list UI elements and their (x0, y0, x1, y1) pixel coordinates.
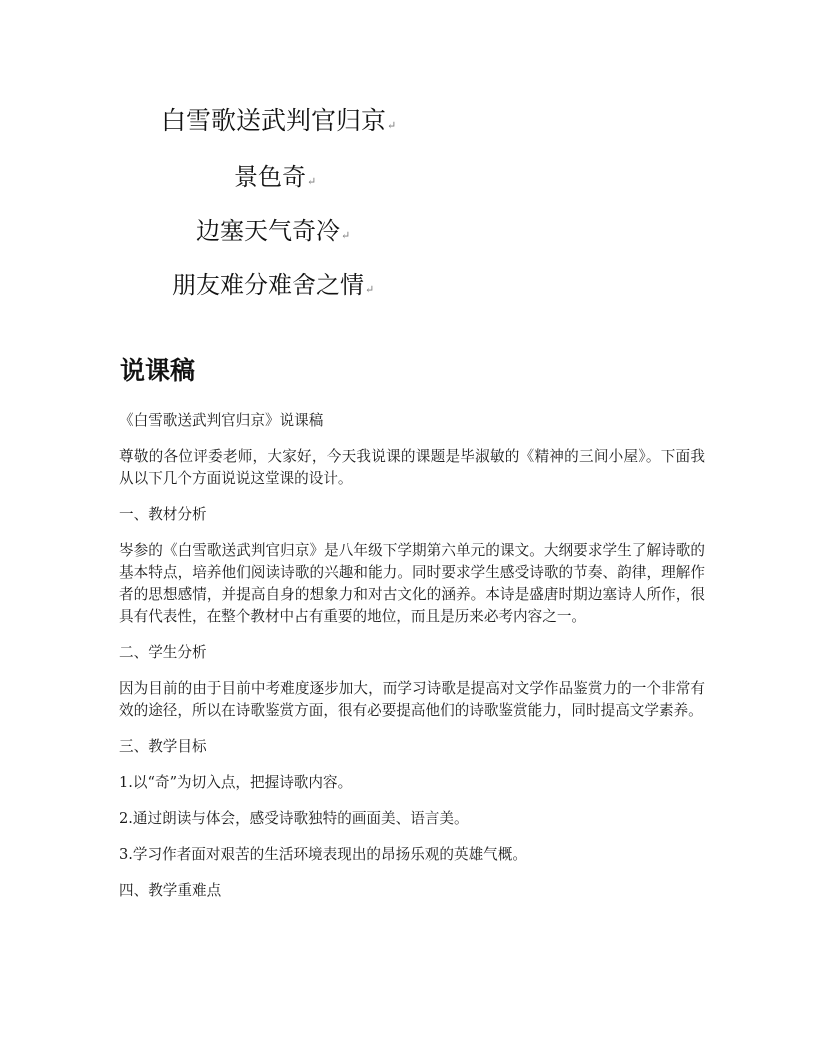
poem-line-1 (234, 162, 316, 197)
paragraph-students: 因为目前的由于目前中考难度逐步加大，而学习诗歌是提高对文学作品鉴赏力的一个非常有效的途径，所以在诗歌鉴赏方面，很有必要提高他们的诗歌鉴赏能力，同时提高文学素养。 (119, 680, 705, 719)
paragraph-mark-icon: ↵ (341, 229, 351, 242)
document-body (119, 410, 705, 916)
goal-item-1: 1.以“奇”为切入点，把握诗歌内容。 (119, 774, 353, 791)
poem-title (161, 106, 396, 141)
poem-line-3 (172, 270, 374, 305)
poem-line-1-text: 景色奇 (234, 163, 306, 191)
section-title-key-points: 四、教学重难点 (119, 882, 222, 899)
paragraph-doc-title: 《白雪歌送武判官归京》说课稿 (119, 412, 324, 429)
paragraph-intro: 尊敬的各位评委老师，大家好，今天我说课的课题是毕淑敏的《精神的三间小屋》。下面我从以下几个方面说说这堂课的设计。 (119, 448, 705, 487)
poem-line-3-text: 朋友难分难舍之情 (172, 271, 364, 299)
paragraph-material: 岑参的《白雪歌送武判官归京》是八年级下学期第六单元的课文。大纲要求学生了解诗歌的基本特点，培养他们阅读诗歌的兴趣和能力。同时要求学生感受诗歌的节奏、韵律，理解作者的思想感情，并提高自身的想象力和对古文化的涵养。本诗是盛唐时期边塞诗人所作，很具有代表性，在整个教材中占有重要的地位，而且是历来必考内容之一。 (119, 542, 705, 625)
poem-line-2 (196, 216, 350, 251)
goal-item-3: 3.学习作者面对艰苦的生活环境表现出的昂扬乐观的英雄气概。 (119, 846, 527, 863)
section-title-goals: 三、教学目标 (119, 738, 207, 755)
section-heading: 说课稿 (120, 356, 196, 385)
paragraph-mark-icon: ↵ (387, 119, 397, 132)
section-title-material: 一、教材分析 (119, 506, 207, 523)
paragraph-mark-icon: ↵ (365, 283, 375, 296)
poem-line-2-text: 边塞天气奇冷 (196, 217, 340, 245)
poem-title-text: 白雪歌送武判官归京 (161, 106, 387, 135)
goal-item-2: 2.通过朗读与体会，感受诗歌独特的画面美、语言美。 (119, 810, 469, 827)
paragraph-mark-icon: ↵ (307, 175, 317, 188)
section-title-students: 二、学生分析 (119, 644, 207, 661)
